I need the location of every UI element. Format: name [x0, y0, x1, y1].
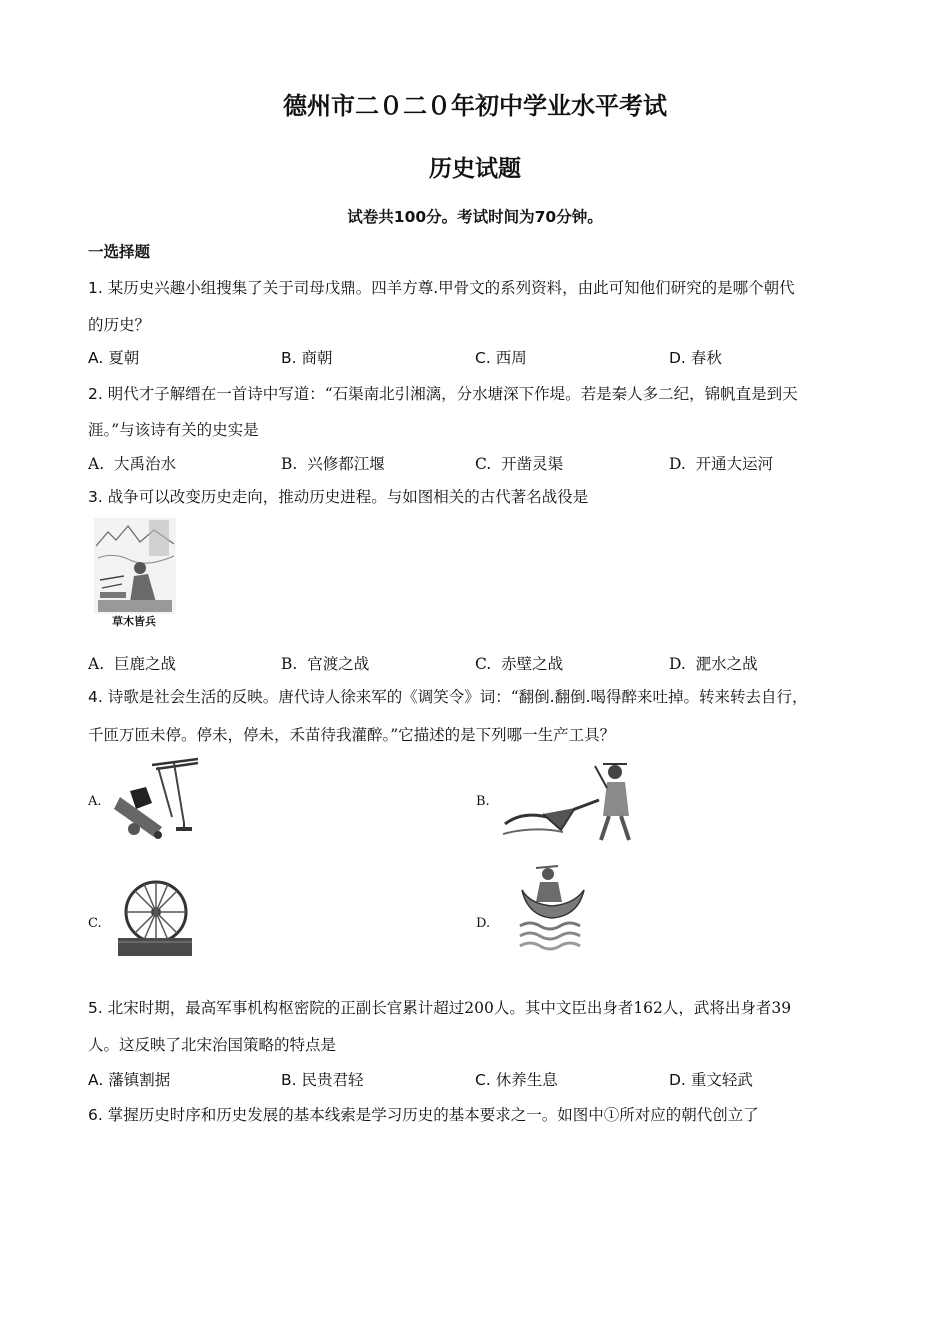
option-a: A. 大禹治水 — [88, 455, 176, 473]
option-b: B. 官渡之战 — [281, 655, 370, 673]
option-d: D. 开通大运河 — [669, 455, 774, 473]
question-4-line-1 — [88, 685, 808, 707]
question-number: 5. — [88, 999, 103, 1017]
boat-rower-icon — [518, 860, 588, 952]
option-c-label: C. — [88, 916, 102, 931]
question-5-line-2: 人。这反映了北宋治国策略的特点是 — [88, 1036, 337, 1054]
question-1-line-2: 的历史？ — [88, 316, 151, 334]
option-b: B. 商朝 — [281, 349, 333, 367]
q3-figure-battle-illustration — [94, 518, 176, 614]
question-2-line-2: 涯。”与该诗有关的史实是 — [88, 421, 259, 439]
subject-title: 历史试题 — [429, 156, 521, 182]
question-2-line-1 — [88, 382, 798, 404]
option-d-label: D. — [476, 916, 491, 931]
question-3-line-1 — [88, 485, 588, 507]
exam-title: 德州市二０二０年初中学业水平考试 — [283, 92, 667, 120]
option-c: C. 开凿灵渠 — [475, 455, 564, 473]
option-d: D. 淝水之战 — [669, 655, 758, 673]
option-d: D. 重文轻武 — [669, 1071, 753, 1089]
question-text: 战争可以改变历史走向，推动历史进程。与如图相关的古代著名战役是 — [107, 488, 589, 506]
question-text: 明代才子解缙在一首诗中写道：“石渠南北引湘漓，分水塘深下作堤。若是秦人多二纪，锦帆直是到天 — [107, 385, 798, 403]
exam-note: 试卷共100分。考试时间为70分钟。 — [347, 208, 603, 226]
question-text: 北宋时期，最高军事机构枢密院的正副长官累计超过200人。其中文臣出身者162人，武将出身者39 — [107, 999, 792, 1017]
option-b-figure — [503, 760, 643, 844]
option-a: A. 藩镇割据 — [88, 1071, 171, 1089]
option-a: A. 巨鹿之战 — [88, 655, 176, 673]
battle-illustration — [94, 518, 176, 614]
option-a-figure — [112, 757, 202, 843]
option-d: D. 春秋 — [669, 349, 722, 367]
section-heading: 一选择题 — [88, 243, 151, 261]
question-text: 掌握历史时序和历史发展的基本线索是学习历史的基本要求之一。如图中①所对应的朝代创立了 — [107, 1106, 759, 1124]
option-b: B. 民贵君轻 — [281, 1071, 364, 1089]
option-c: C. 休养生息 — [475, 1071, 558, 1089]
treadle-water-pump-icon — [112, 757, 202, 843]
question-4-line-2: 千匝万匝未停。停未，停未，禾苗待我灌醉。”它描述的是下列哪一生产工具？ — [88, 726, 616, 744]
question-text: 诗歌是社会生活的反映。唐代诗人徐来军的《调笑令》词：“翻倒.翻倒.喝得醉来吐掉。转来转去自行， — [107, 688, 808, 706]
option-c-figure — [116, 876, 194, 958]
question-number: 4. — [88, 688, 103, 706]
option-b: B. 兴修都江堰 — [281, 455, 385, 473]
question-text: 某历史兴趣小组搜集了关于司母戊鼎。四羊方尊.甲骨文的系列资料，由此可知他们研究的是哪个朝代 — [107, 279, 795, 297]
option-b-label: B. — [476, 794, 490, 809]
option-a: A. 夏朝 — [88, 349, 140, 367]
question-number: 2. — [88, 385, 103, 403]
option-c: C. 赤壁之战 — [475, 655, 564, 673]
question-6-line-1 — [88, 1103, 759, 1125]
question-number: 1. — [88, 279, 103, 297]
option-a-label: A. — [88, 794, 102, 809]
plough-farmer-icon — [503, 760, 643, 844]
option-d-figure — [518, 860, 588, 952]
q3-figure-caption: 草木皆兵 — [112, 615, 156, 628]
waterwheel-icon — [116, 876, 194, 958]
question-number: 6. — [88, 1106, 103, 1124]
question-1-line-1 — [88, 276, 795, 298]
option-c: C. 西周 — [475, 349, 527, 367]
question-number: 3. — [88, 488, 103, 506]
question-5-line-1 — [88, 996, 791, 1018]
